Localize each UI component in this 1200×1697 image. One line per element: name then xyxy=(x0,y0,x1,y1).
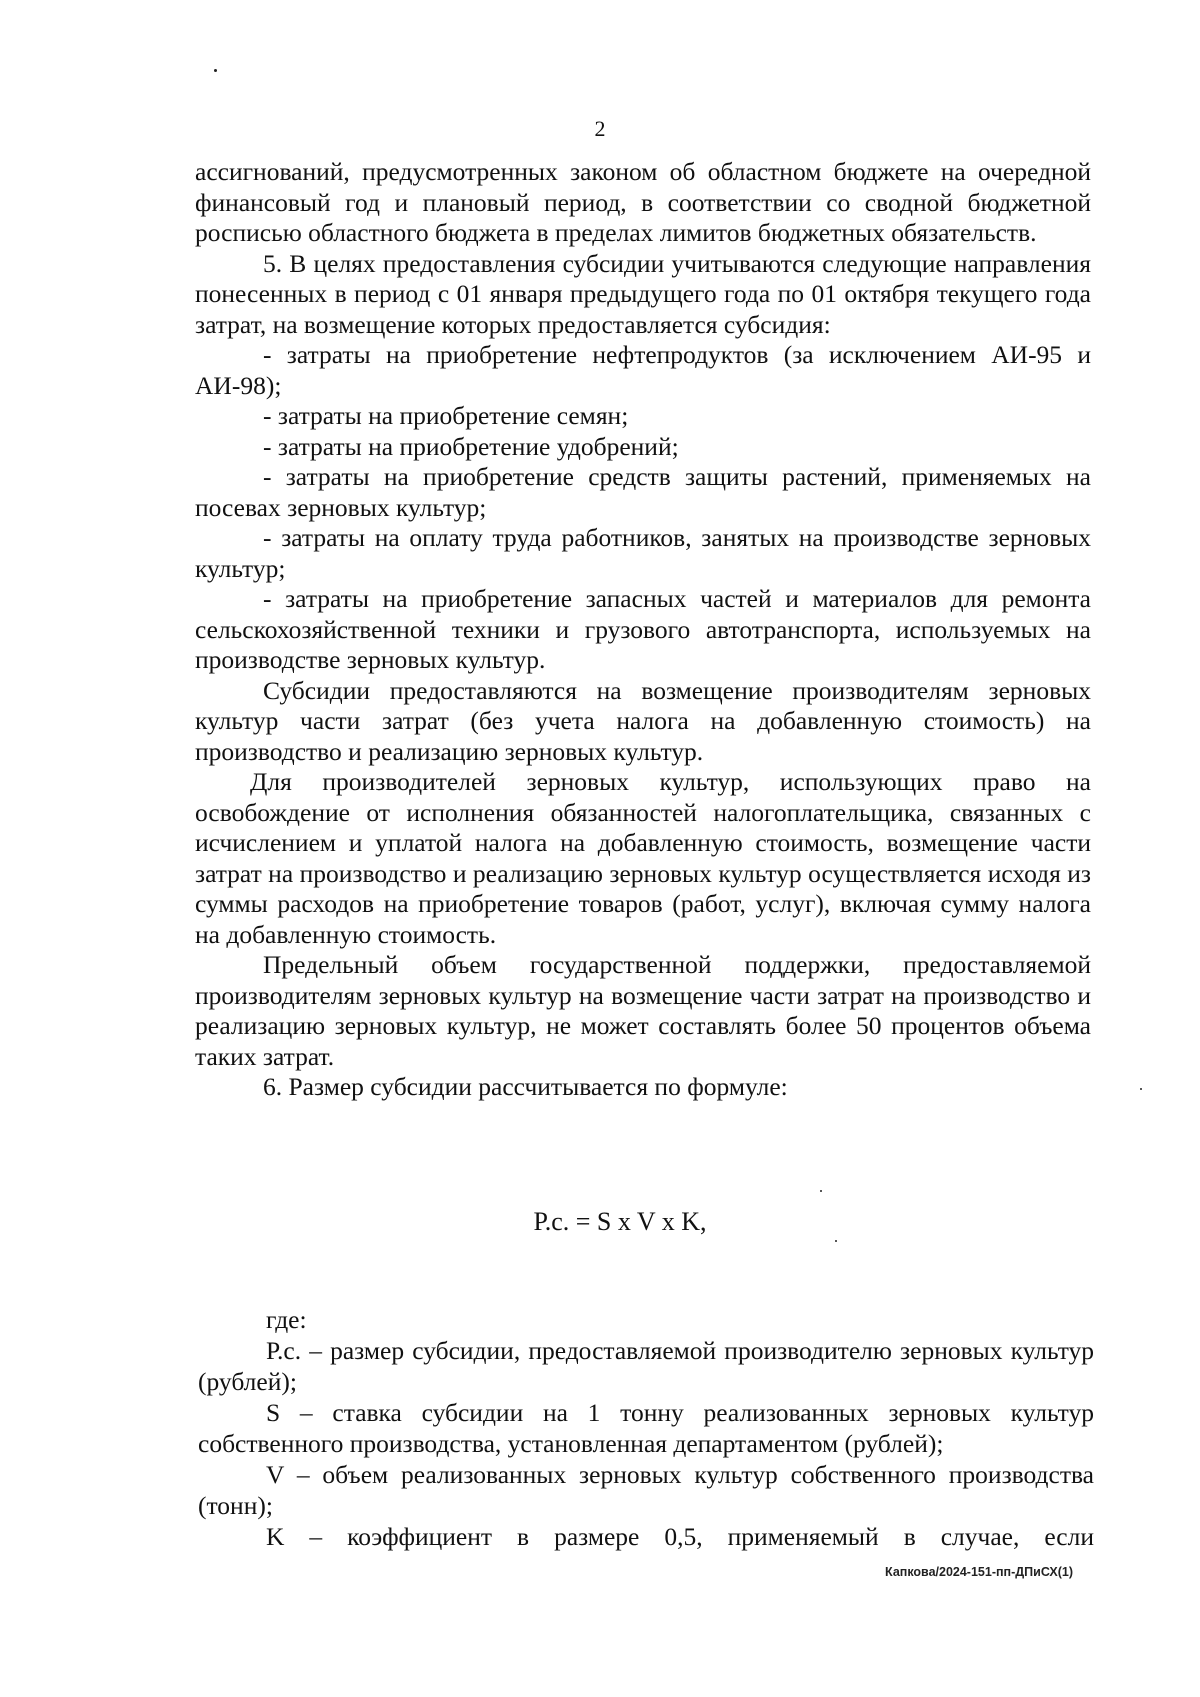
definition-item: S – ставка субсидии на 1 тонну реализованных зерновых культур собственного производства, установленная департаментом (рублей); xyxy=(198,1398,1094,1458)
scan-speck xyxy=(820,1190,822,1192)
paragraph: ассигнований, предусмотренных законом об областном бюджете на очередной финансовый год и плановый период, в соответствии со сводной бюджетной росписью областного бюджета в пределах лимитов бюджетных обязательств. xyxy=(195,157,1091,247)
list-item: - затраты на приобретение запасных частей и материалов для ремонта сельскохозяйственной техники и грузового автотранспорта, используемых на производстве зерновых культур. xyxy=(195,584,1091,674)
definition-item: Р.с. – размер субсидии, предоставляемой производителю зерновых культур (рублей); xyxy=(198,1336,1094,1396)
list-item: - затраты на приобретение средств защиты растений, применяемых на посевах зерновых культур; xyxy=(195,462,1091,522)
list-item: - затраты на оплату труда работников, занятых на производстве зерновых культур; xyxy=(195,523,1091,583)
paragraph: 5. В целях предоставления субсидии учитываются следующие направления понесенных в период с 01 января предыдущего года по 01 октября текущего года затрат, на возмещение которых предоставляется субсидия: xyxy=(195,248,1091,339)
formula-definitions xyxy=(198,1304,1094,1552)
formula: Р.с. = S x V x K, xyxy=(533,1207,707,1236)
document-body xyxy=(195,157,1091,1103)
paragraph: Предельный объем государственной поддержки, предоставляемой производителям зерновых культур на возмещение части затрат на производство и реализацию зерновых культур, не может составлять более 50 процентов объема таких затрат. xyxy=(195,950,1091,1071)
scan-speck xyxy=(214,69,217,72)
list-item: - затраты на приобретение семян; xyxy=(263,401,629,430)
paragraph: Для производителей зерновых культур, использующих право на освобождение от исполнения обязанностей налогоплательщика, связанных с исчислением и уплатой налога на добавленную стоимость, возмещение части затрат на производство и реализацию зерновых культур осуществляется исходя из суммы расходов на приобретение товаров (работ, услуг), включая сумму налога на добавленную стоимость. xyxy=(195,767,1091,949)
page-number: 2 xyxy=(594,116,606,141)
list-item: - затраты на приобретение нефтепродуктов (за исключением АИ-95 и АИ-98); xyxy=(195,340,1091,400)
definition-item: V – объем реализованных зерновых культур собственного производства (тонн); xyxy=(198,1460,1094,1520)
definition-intro: где: xyxy=(266,1305,307,1334)
paragraph: 6. Размер субсидии рассчитывается по формуле: xyxy=(263,1072,788,1101)
paragraph: Субсидии предоставляются на возмещение производителям зерновых культур части затрат (без учета налога на добавленную стоимость) на производство и реализацию зерновых культур. xyxy=(195,675,1091,766)
scan-speck xyxy=(1140,1088,1142,1090)
list-item: - затраты на приобретение удобрений; xyxy=(263,431,679,461)
definition-item: K – коэффициент в размере 0,5, применяемый в случае, если xyxy=(266,1522,1094,1551)
document-footer-code: Капкова/2024-151-пп-ДПиСХ(1) xyxy=(885,1565,1073,1579)
scan-speck xyxy=(835,1240,837,1242)
